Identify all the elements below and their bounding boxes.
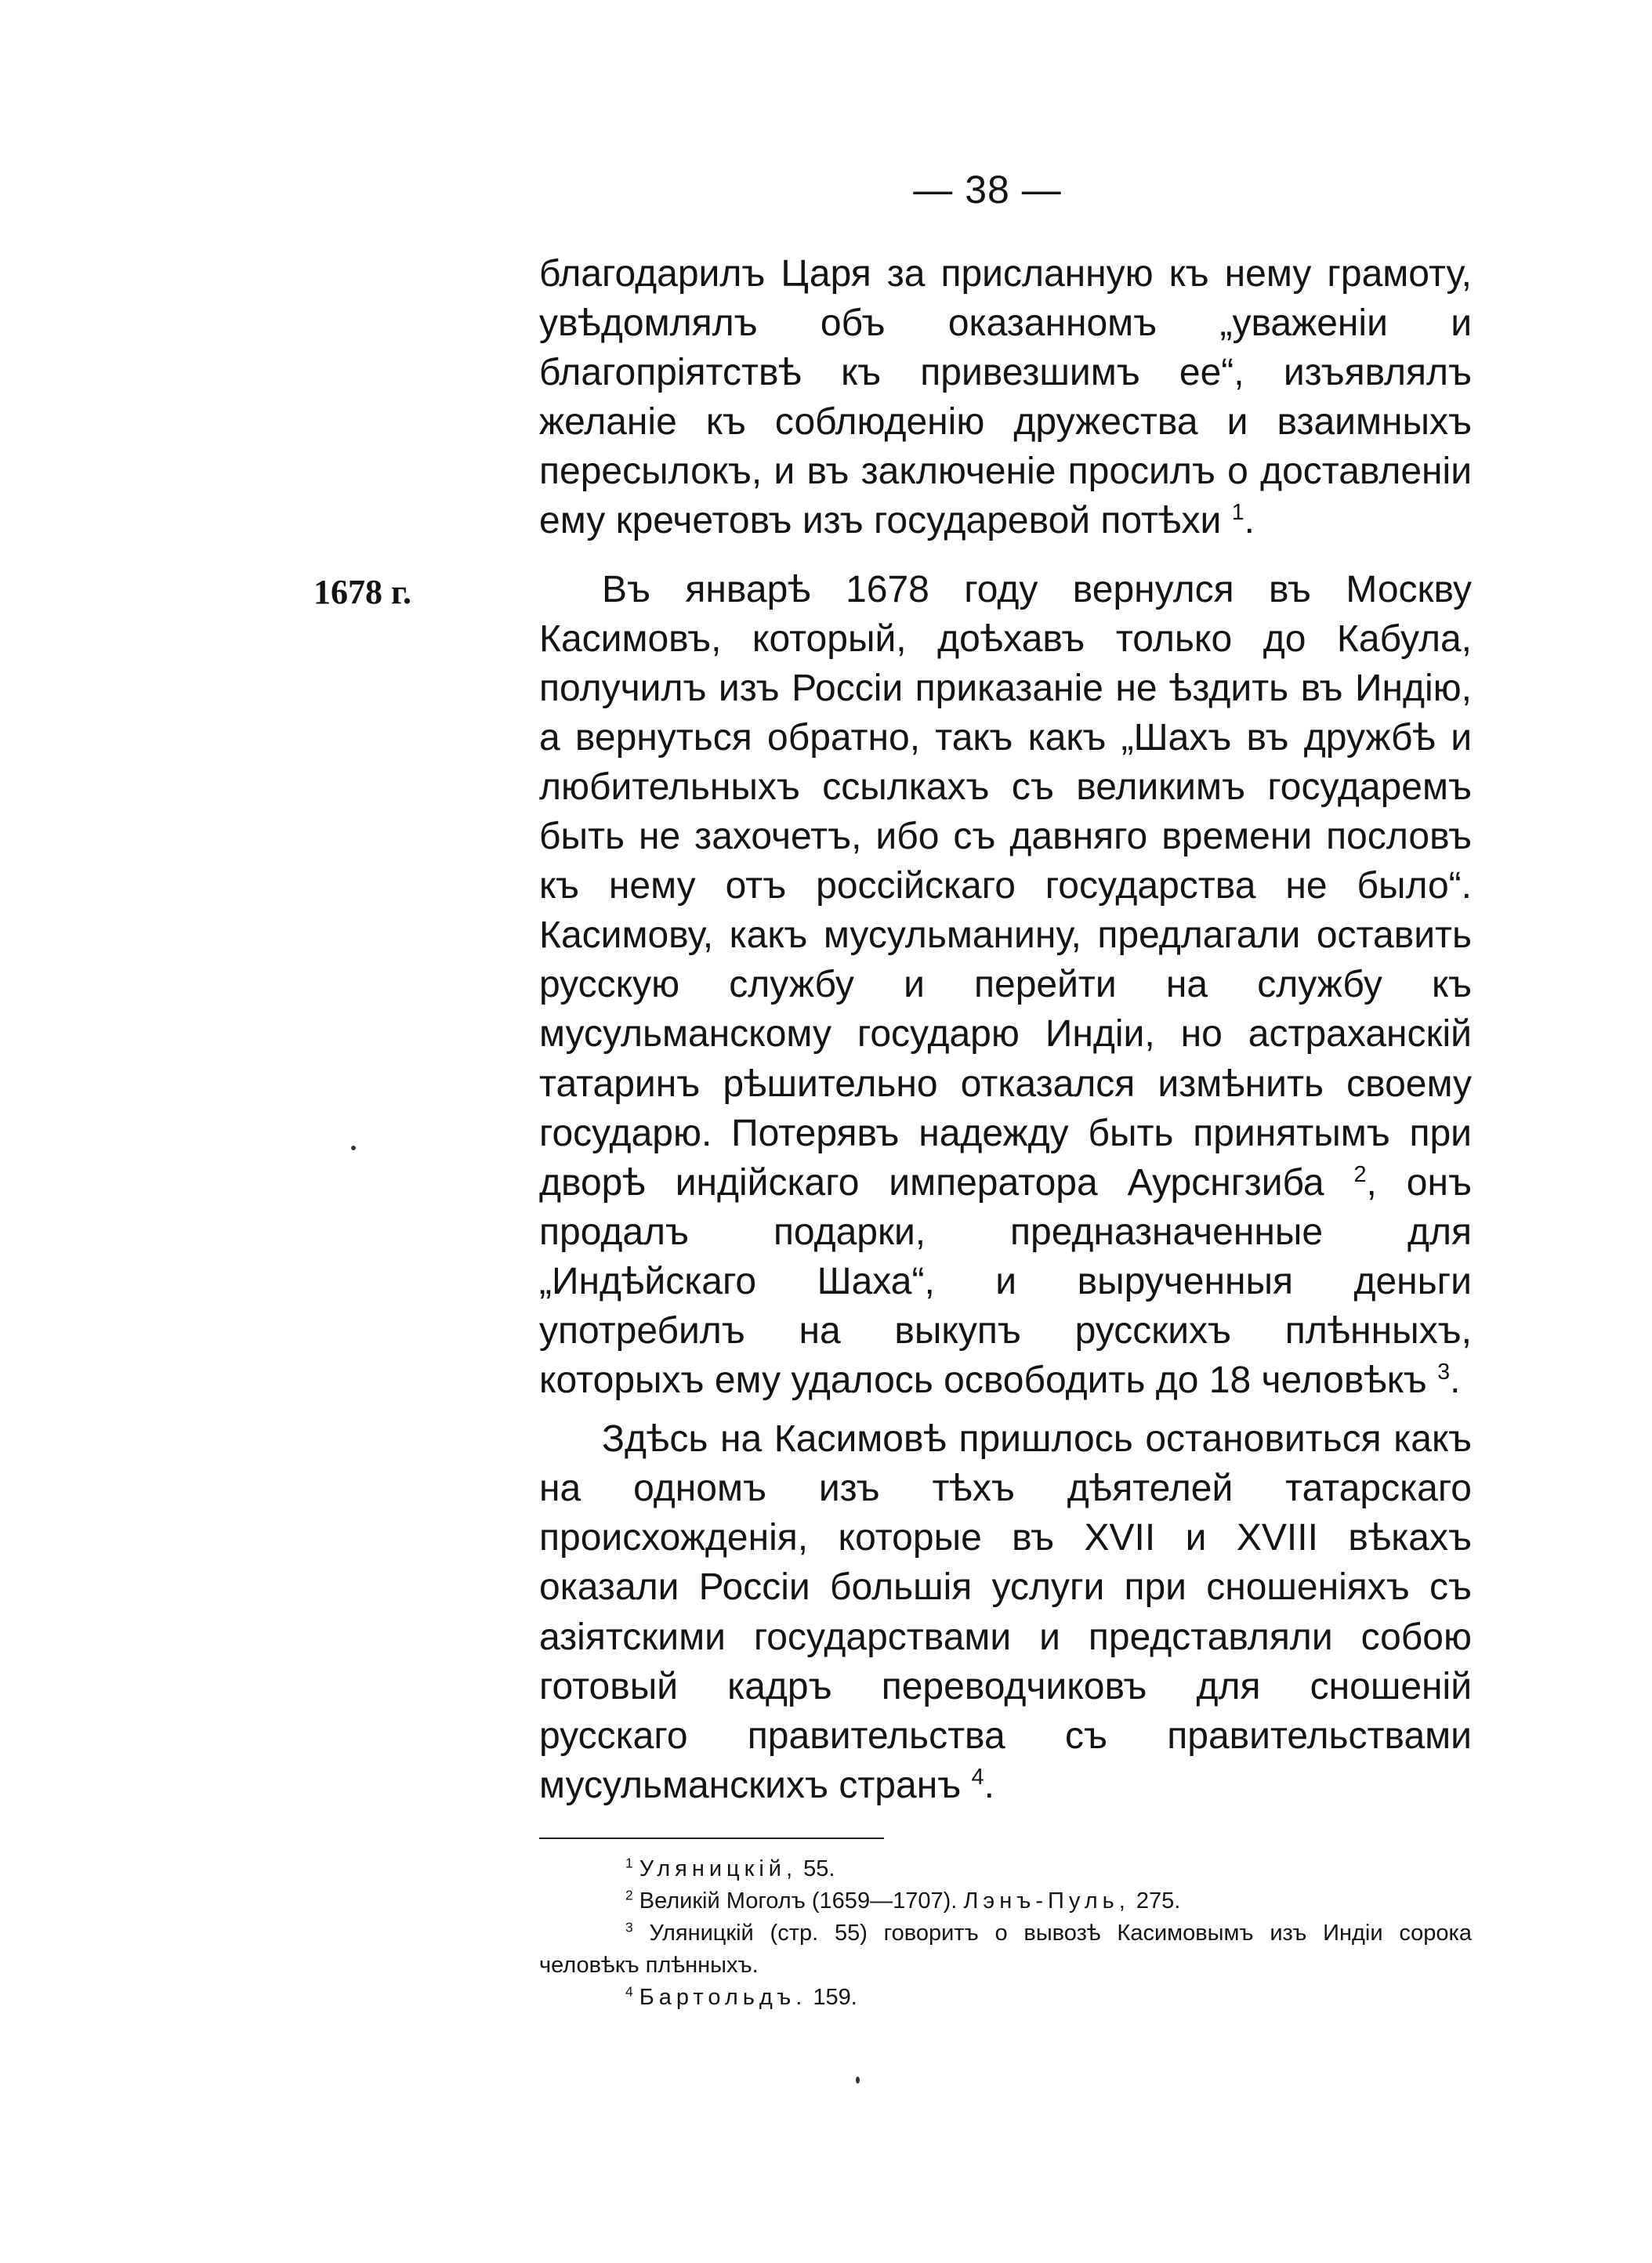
paragraph-tail: . [1450,1360,1461,1402]
footnote-text: Уляницкій (стр. 55) говоритъ о вывозѣ Касимовымъ изъ Индіи сорока человѣкъ плѣнныхъ. [539,1921,1473,1978]
footnote-number: 2 [625,1887,633,1903]
paragraph [539,565,1472,1406]
footnote-text: 159. [806,1985,857,2010]
footnote-number: 1 [625,1855,633,1871]
paragraph-tail: . [1244,500,1255,542]
paragraph-tail: . [984,1764,994,1806]
footnote-ref: 4 [971,1764,984,1790]
footnote-ref: 1 [1231,500,1244,526]
footnote-text: 275. [1129,1888,1181,1914]
footnote-author: Лэнъ-Пуль, [963,1888,1130,1914]
footnote-text: 55. [797,1856,835,1881]
footnote [539,1982,1472,2014]
paragraph-text: Здѣсь на Касимовѣ пришлось остановиться какъ на одномъ изъ тѣхъ дѣятелей татарскаго происхожденія, которые въ XVII и XVIII вѣкахъ оказали Россіи большія услуги при сношеніяхъ съ азіятскими государствами и представляли собою готовый кадръ переводчиковъ для сношеній русскаго правительства съ правительствами мусульманскихъ странъ [539,1418,1472,1806]
footnotes [539,1853,1472,2014]
main-text [539,249,1472,1810]
margin-note-year: 1678 г. [313,573,412,611]
footnote-ref: 3 [1437,1360,1451,1385]
footnote-number: 3 [625,1919,633,1935]
footnote [539,1885,1472,1917]
footnote-text: Великій Моголъ (1659—1707). [639,1888,964,1914]
footnote [539,1917,1472,1982]
footnote-number: 4 [625,1983,633,2000]
paragraph-text-continued: , онъ продалъ подарки, предназначенные для „Индѣйскаго Шаха“, и вырученныя деньги употребилъ на выкупъ русскихъ плѣнныхъ, которыхъ ему удалось освободить до 18 человѣкъ [539,1161,1472,1402]
footnote-divider [539,1838,884,1839]
footnote [539,1853,1472,1885]
footnote-author: Уляницкій, [639,1856,798,1881]
footnote-author: Бартольдъ. [639,1985,807,2010]
page-number: — 38 — [913,168,1062,212]
paragraph [539,1414,1472,1810]
scan-speck [351,1146,356,1150]
footnote-ref: 2 [1353,1161,1367,1187]
scan-speck [856,2077,860,2084]
paragraph [539,249,1472,546]
paragraph-text: благодарилъ Царя за присланную къ нему грамоту, увѣдомлялъ объ оказанномъ „уваженіи и благопріятствѣ къ привезшимъ ее“, изъявлялъ желаніе къ соблюденію дружества и взаимныхъ пересылокъ, и въ заключеніе просилъ о доставленіи ему кречетовъ изъ государевой потѣхи [539,253,1472,542]
paragraph-text: Въ январѣ 1678 году вернулся въ Москву Касимовъ, который, доѣхавъ только до Кабула, получилъ изъ Россіи приказаніе не ѣздить въ Индію, а вернуться обратно, такъ какъ „Шахъ въ дружбѣ и любительныхъ ссылкахъ съ великимъ государемъ быть не захочетъ, ибо съ давняго времени пословъ къ нему отъ россійскаго государства не было“. Касимову, какъ мусульманину, предлагали оставить русскую службу и перейти на службу къ мусульманскому государю Индіи, но астраханскій татаринъ рѣшительно отказался измѣнить своему государю. Потерявъ надежду быть принятымъ при дворѣ индійскаго императора Аурснгзиба [539,568,1472,1204]
